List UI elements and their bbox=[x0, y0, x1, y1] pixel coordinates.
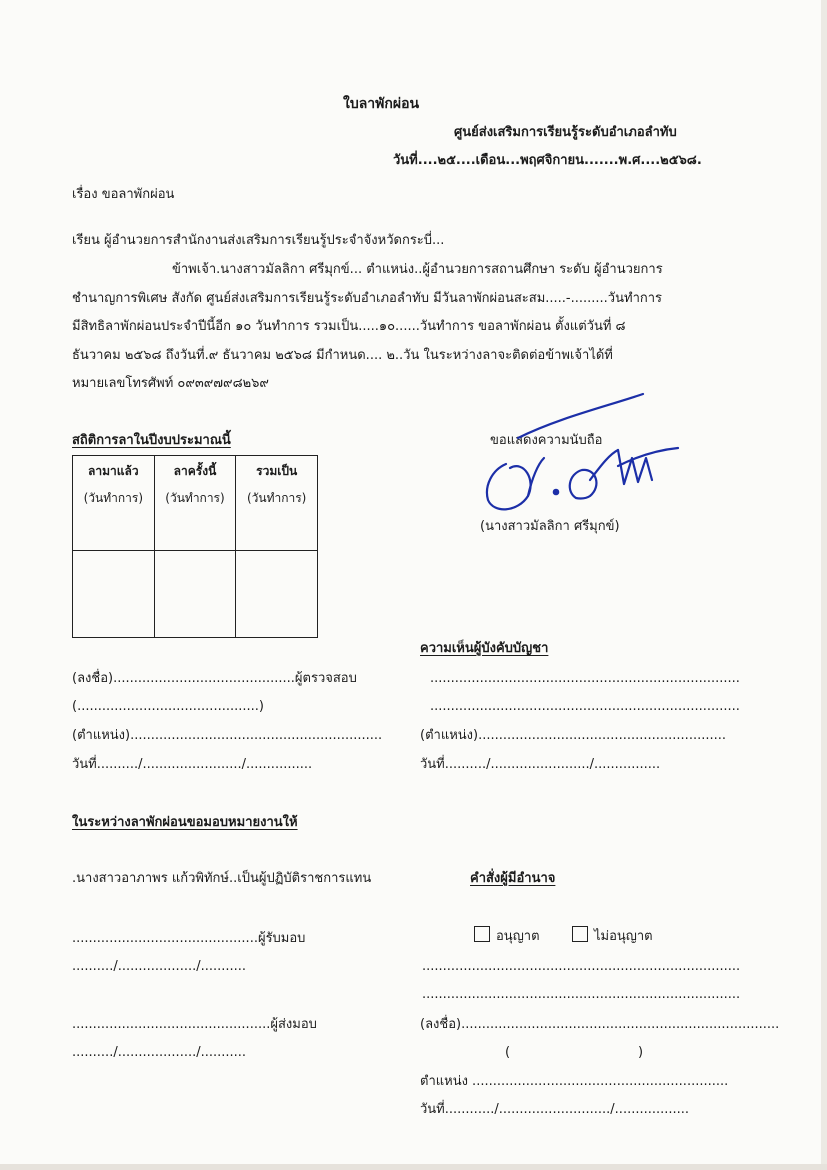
checker-name-paren[interactable]: (............................................) bbox=[72, 699, 264, 714]
addressee: เรียน ผู้อำนวยการสำนักงานส่งเสริมการเรียนรู้ประจำจังหวัดกระบี่... bbox=[72, 233, 445, 248]
stats-cell-taken[interactable] bbox=[73, 551, 155, 638]
handwritten-signature bbox=[478, 388, 688, 518]
authority-date[interactable]: วันที่............/.........................../.................. bbox=[420, 1102, 690, 1117]
checker-position[interactable]: (ตำแหน่ง)............................................................. bbox=[72, 728, 383, 743]
receiver-date[interactable]: ........../.................../........... bbox=[72, 959, 247, 974]
deny-option[interactable] bbox=[572, 926, 653, 945]
signer-name: (นางสาวมัลลิกา ศรีมุกข์) bbox=[480, 519, 620, 534]
form-title: ใบลาพักผ่อน bbox=[343, 96, 420, 112]
stats-col-taken-unit: (วันทำการ) bbox=[83, 491, 144, 505]
checker-date[interactable]: วันที่........../......................../................ bbox=[72, 757, 313, 772]
body-line-1: ข้าพเจ้า.นางสาวมัลลิกา ศรีมุกข์... ตำแหน่ง..ผู้อำนวยการสถานศึกษา ระดับ ผู้อำนวยการ bbox=[172, 262, 663, 277]
supervisor-line-1[interactable]: ........................................................................... bbox=[430, 671, 740, 686]
delegate-person: .นางสาวอาภาพร แก้วพิทักษ์..เป็นผู้ปฏิบัติราชการแทน bbox=[72, 871, 372, 886]
date-line: วันที่....๒๕....เดือน...พฤศจิกายน.......พ.ศ....๒๕๖๘. bbox=[393, 153, 702, 168]
supervisor-position[interactable]: (ตำแหน่ง)............................................................ bbox=[420, 728, 727, 743]
organization: ศูนย์ส่งเสริมการเรียนรู้ระดับอำเภอลำทับ bbox=[454, 125, 677, 140]
paper-right-edge bbox=[821, 0, 827, 1170]
stats-col-total-head: รวมเป็น bbox=[256, 464, 298, 478]
stats-col-taken-head: ลามาแล้ว bbox=[88, 464, 139, 478]
supervisor-date[interactable]: วันที่........../......................../................ bbox=[420, 757, 661, 772]
giver-date[interactable]: ........../.................../........... bbox=[72, 1045, 247, 1060]
leave-stats-table bbox=[72, 455, 318, 638]
stats-cell-this-time[interactable] bbox=[154, 551, 236, 638]
stats-col-total bbox=[236, 456, 318, 551]
allow-label: อนุญาต bbox=[496, 929, 540, 944]
authority-line-2[interactable]: ............................................................................. bbox=[422, 987, 741, 1002]
supervisor-heading: ความเห็นผู้บังคับบัญชา bbox=[420, 641, 549, 656]
body-line-2: ชำนาญการพิเศษ สังกัด ศูนย์ส่งเสริมการเรียนรู้ระดับอำเภอลำทับ มีวันลาพักผ่อนสะสม.....-.........วันทำการ bbox=[72, 291, 663, 306]
authority-line-1[interactable]: ............................................................................. bbox=[422, 959, 741, 974]
giver-sign[interactable]: ................................................ผู้ส่งมอบ bbox=[72, 1017, 317, 1032]
authority-paren-close: ) bbox=[638, 1045, 644, 1060]
allow-option[interactable] bbox=[474, 926, 540, 945]
authority-position[interactable]: ตำแหน่ง .............................................................. bbox=[420, 1074, 729, 1089]
subject: เรื่อง ขอลาพักผ่อน bbox=[72, 187, 175, 202]
stats-heading: สถิติการลาในปีงบประมาณนี้ bbox=[72, 433, 231, 448]
stats-cell-total[interactable] bbox=[236, 551, 318, 638]
deny-label: ไม่อนุญาต bbox=[594, 929, 653, 944]
checker-sign[interactable]: (ลงชื่อ)............................................ผู้ตรวจสอบ bbox=[72, 671, 357, 686]
stats-col-this-time bbox=[154, 456, 236, 551]
receiver-sign[interactable]: .............................................ผู้รับมอบ bbox=[72, 931, 306, 946]
body-line-5: หมายเลขโทรศัพท์ ๐๙๓๙๗๙๘๒๖๙ bbox=[72, 376, 269, 391]
supervisor-line-2[interactable]: ........................................................................... bbox=[430, 699, 740, 714]
body-line-3: มีสิทธิลาพักผ่อนประจำปีนี้อีก ๑๐ วันทำการ รวมเป็น.....๑๐......วันทำการ ขอลาพักผ่อน ตั้งแต่วันที่ ๘ bbox=[72, 319, 626, 334]
authority-heading: คำสั่งผู้มีอำนาจ bbox=[470, 871, 556, 886]
deny-checkbox[interactable] bbox=[572, 926, 588, 942]
stats-col-taken bbox=[73, 456, 155, 551]
paper-bottom-edge bbox=[0, 1164, 827, 1170]
closing-respect: ขอแสดงความนับถือ bbox=[490, 433, 603, 448]
authority-sign[interactable]: (ลงชื่อ)............................................................................. bbox=[420, 1017, 780, 1032]
allow-checkbox[interactable] bbox=[474, 926, 490, 942]
stats-col-total-unit: (วันทำการ) bbox=[246, 491, 307, 505]
stats-col-this-time-head: ลาครั้งนี้ bbox=[173, 464, 217, 478]
delegation-heading: ในระหว่างลาพักผ่อนขอมอบหมายงานให้ bbox=[72, 815, 298, 830]
stats-col-this-time-unit: (วันทำการ) bbox=[165, 491, 225, 505]
authority-paren-open: ( bbox=[505, 1045, 511, 1060]
body-line-4: ธันวาคม ๒๕๖๘ ถึงวันที่.๙ ธันวาคม ๒๕๖๘ มีกำหนด.... ๒..วัน ในระหว่างลาจะติดต่อข้าพเจ้าได้ที่ bbox=[72, 348, 613, 363]
